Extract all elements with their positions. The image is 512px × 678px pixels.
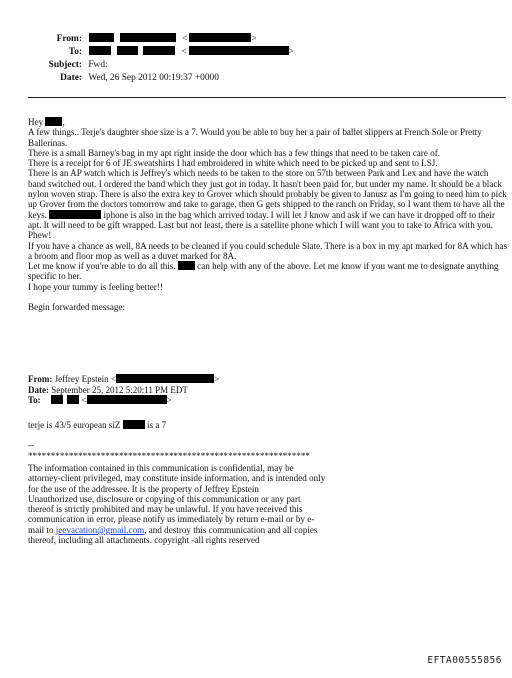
disclaimer-text-part: Unauthorized use, disclosure or copying of this communication or any part thereof is strictly prohibited and may be unlawful. If you have received this communication in error, please notify us immediately by return e-mail or by e-mail to [28,493,315,535]
forwarded-header [28,374,508,406]
message-line [28,420,508,430]
message-text: is a 7 [147,420,167,430]
email-link[interactable]: jeevacation@gmail.com [55,524,145,535]
fwd-date-label: Date: [28,384,49,395]
to-label: To: [68,47,82,57]
redaction-bar [178,261,195,270]
redaction-bar [120,33,176,42]
fwd-date-value: September 25, 2012 5:20:11 PM EDT [51,384,188,395]
subject-row [20,59,500,72]
fwd-from-value: Jeffrey Epstein < [54,374,116,384]
redaction-bar [116,374,214,383]
paragraph: If you have a chance as well, 8A needs to be cleaned if you could schedule Slate. There is a box in my apt marked for 8A which has a broom and floor mop as well as a duvet marked for 8A. [28,240,508,261]
redaction-bar [189,33,251,42]
redaction-bar [49,210,101,219]
fwd-to-label: To: [28,395,41,405]
stars-divider: ************************************************************** [28,450,310,461]
paragraph: There is a receipt for 6 of JE sweatshirts I had embroidered in white which need to be picked up and sent to LSJ. [28,158,438,169]
fwd-to-row [28,395,508,406]
disclaimer [28,463,328,545]
fwd-date-row [28,385,508,396]
paragraph: A few things.. Terje's daughter shoe size is a 7. Would you be able to buy her a pair of ballet slippers at French Sole or Pretty Ballerinas. [28,127,482,148]
redaction-bar [89,46,111,55]
angle-open: < [81,395,87,405]
date-value: Wed, 26 Sep 2012 00:19:37 +0000 [88,73,219,83]
forwarded-message [28,420,508,461]
date-row [20,72,500,85]
from-row [20,33,500,46]
redaction-bar [117,46,138,55]
angle-close: > [288,47,294,57]
greeting: Hey , [28,117,65,127]
to-row [20,46,500,59]
angle-close: > [251,34,257,44]
subject-label: Subject: [48,60,82,70]
paragraph: Phew! [28,230,52,241]
angle-open: < [181,47,187,57]
angle-open: < [182,34,188,44]
disclaimer-text [28,494,328,545]
message-text: terje is 43/5 european siZ [28,420,121,430]
disclaimer-text: The information contained in this communication is confidential, may be attorney-client privileged, may constitute inside information, and is intended only for the use of the addressee. It is the property of Jeffrey Epstein [28,463,326,494]
redaction-bar [51,395,63,404]
redaction-bar [123,420,145,429]
paragraph-text: Let me know if you're able to do all this. [28,261,176,272]
document-id: EFTA00555856 [427,654,502,666]
email-body [28,117,508,312]
redaction-bar [45,117,62,126]
redaction-bar [87,395,167,404]
paragraph: I hope your tummy is feeling better!! [28,281,163,292]
redaction-bar [89,33,114,42]
email-header [20,33,500,85]
angle-close: > [166,395,172,405]
paragraph-text: can help with any of the above. Let me know if you want me to designate anything specific to her. [28,261,499,282]
redaction-bar [143,46,175,55]
redaction-bar [189,46,289,55]
paragraph-text: There is an AP watch which is Jeffrey's which needs to be taken to the store on 57th between Park and Lex and have the watch band switched out. I ordered the band which they just got in today. It hasn't been paid for, but under my name. It should be a black nylon woven strap. There is also the extra key to Grover which should probably be given to Janusz as I'm going to need him to pick up Grover from the doctors tomorrow and take to garage, then G gets shipped to the ranch on Friday, so I want them to have all the keys. [28,168,507,220]
paragraph-text: iphone is also in the bag which arrived today. I will let J know and ask if we can have it dropped off to their apt. It will need to be gift wrapped. Last but not least, there is a satellite phone which I will want you to take to Africa with you. [28,209,495,230]
paragraph [28,168,508,230]
paragraph: There is a small Barney's bag in my apt right inside the door which has a few things that need to be taken care of. [28,147,440,158]
disclaimer-text-part: , and destroy this communication and all copies thereof, including all attachments. copyright -all rights reserved [28,524,318,546]
fwd-from-row [28,374,508,385]
paragraph [28,261,508,282]
redaction-bar [67,395,79,404]
greeting-text: Hey [28,117,44,127]
subject-value: Fwd: [88,60,108,70]
signature-dashes: -- [28,440,35,451]
from-label: From: [56,34,82,44]
angle-close: > [213,374,220,384]
forwarded-intro: Begin forwarded message: [28,302,125,313]
fwd-from-label: From: [28,374,53,384]
header-divider [28,97,506,98]
date-label: Date: [60,73,82,83]
